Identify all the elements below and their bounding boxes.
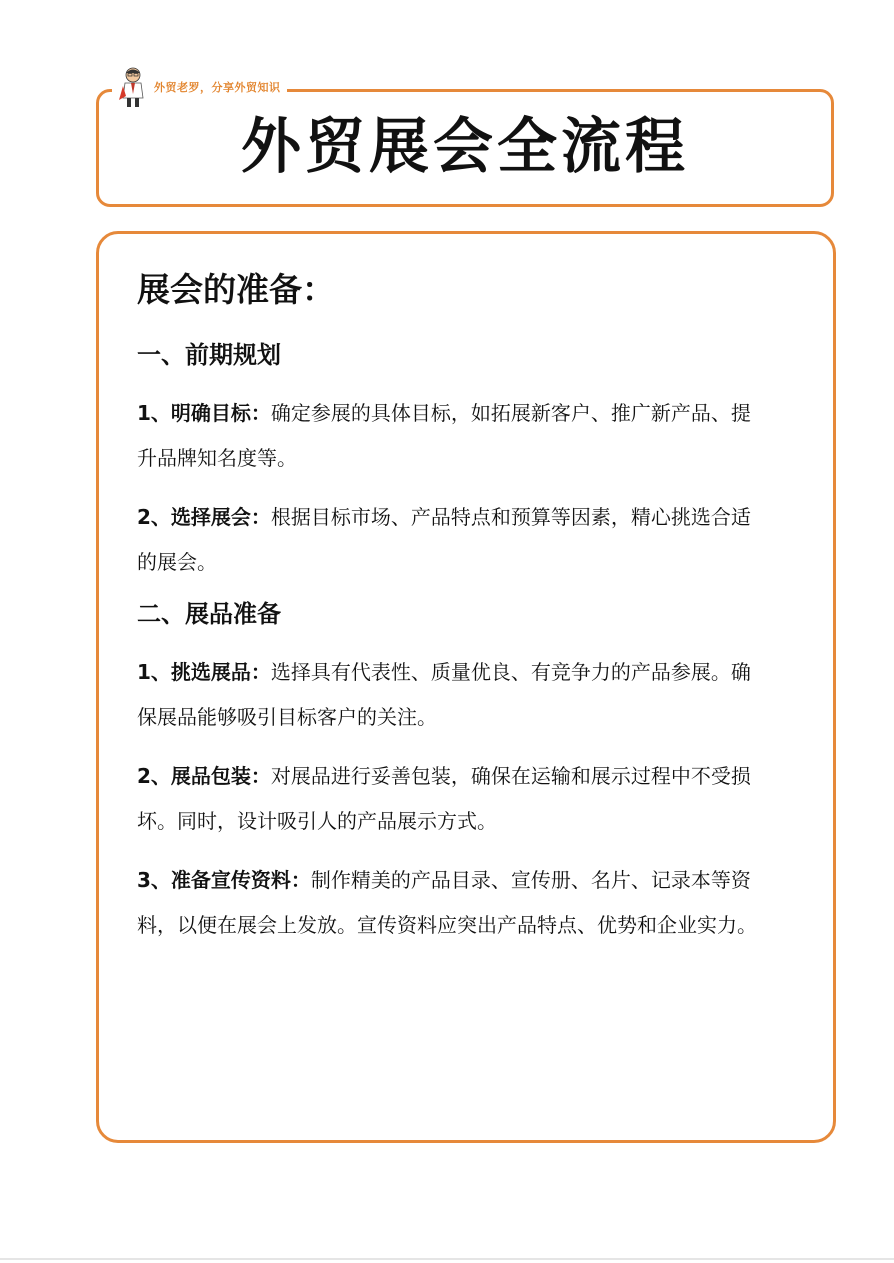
sections-container xyxy=(137,340,765,948)
content-section xyxy=(137,599,765,948)
item-label: 明确目标： xyxy=(170,400,271,425)
list-item xyxy=(137,495,765,585)
content-section xyxy=(137,340,765,585)
item-label: 选择展会： xyxy=(170,504,271,529)
section-heading: 一、前期规划 xyxy=(137,340,281,369)
item-text: 根据目标市场、产品特点和预算等因素，精心挑选合适的展会。 xyxy=(137,504,751,574)
item-text: 制作精美的产品目录、宣传册、名片、记录本等资料，以便在展会上发放。宣传资料应突出产品特点、优势和企业实力。 xyxy=(137,867,757,937)
section-heading: 二、展品准备 xyxy=(137,599,281,628)
page-bottom-divider xyxy=(0,1258,894,1260)
list-item xyxy=(137,391,765,481)
item-label: 展品包装： xyxy=(170,763,271,788)
content-body xyxy=(137,270,765,962)
item-number: 1、 xyxy=(137,659,171,684)
page-title: 外贸展会全流程 xyxy=(241,112,689,182)
brand-logo xyxy=(112,66,287,108)
item-label: 准备宣传资料： xyxy=(170,867,311,892)
item-number: 3、 xyxy=(137,867,171,892)
mascot-icon xyxy=(118,66,148,108)
list-item xyxy=(137,754,765,844)
list-item xyxy=(137,650,765,740)
item-number: 2、 xyxy=(137,763,171,788)
main-heading: 展会的准备： xyxy=(137,270,335,309)
item-number: 2、 xyxy=(137,504,171,529)
item-text: 确定参展的具体目标，如拓展新客户、推广新产品、提升品牌知名度等。 xyxy=(137,400,751,470)
item-text: 选择具有代表性、质量优良、有竞争力的产品参展。确保展品能够吸引目标客户的关注。 xyxy=(137,659,751,729)
brand-tagline: 外贸老罗，分享外贸知识 xyxy=(154,81,281,94)
list-item xyxy=(137,858,765,948)
item-label: 挑选展品： xyxy=(170,659,271,684)
item-text: 对展品进行妥善包装，确保在运输和展示过程中不受损坏。同时，设计吸引人的产品展示方式。 xyxy=(137,763,751,833)
item-number: 1、 xyxy=(137,400,171,425)
content-box xyxy=(96,231,836,1143)
